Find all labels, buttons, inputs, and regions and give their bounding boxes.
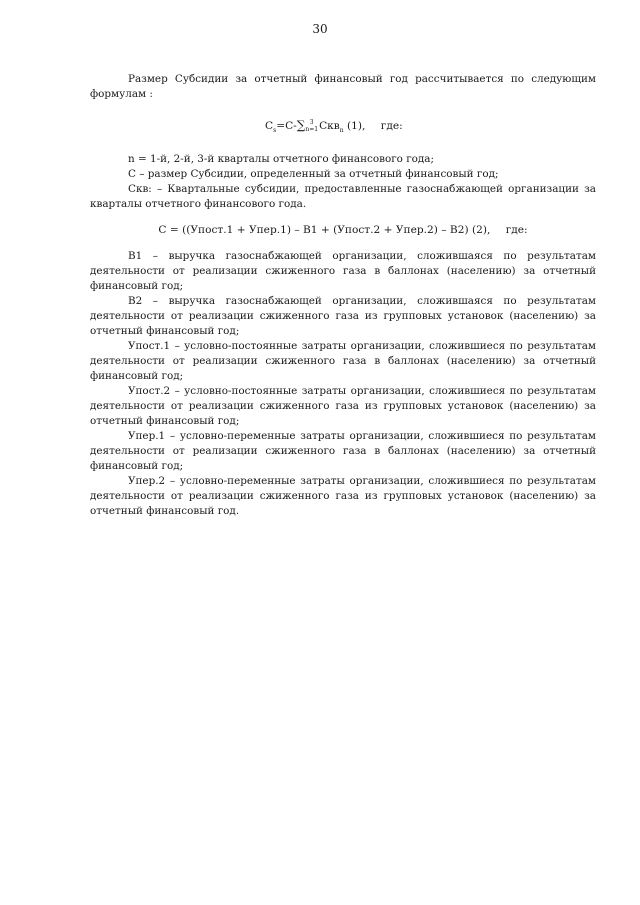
- formula-1-eq: =C-: [276, 120, 297, 132]
- sum-symbol: ∑: [296, 118, 306, 132]
- formula-1-term: Скв: [319, 120, 340, 132]
- definition-b1: В1 – выручка газоснабжающей организации, сложившаяся по результатам деятельности от реализации сжиженного газа в баллонах (населению) за отчетный финансовый год;: [90, 250, 596, 293]
- formula-1-where: где:: [380, 120, 403, 132]
- definition-skv: Скв: – Квартальные субсидии, предоставленные газоснабжающей организации за кварталы отчетного финансового года.: [90, 183, 596, 211]
- formula-2-text: С = ((Упост.1 + Упер.1) – В1 + (Упост.2 + Упер.2) – В2) (2),: [158, 224, 491, 237]
- definition-uper2: Упер.2 – условно-переменные затраты организации, сложившиеся по результатам деятельности от реализации сжиженного газа из групповых установок (населению) за отчетный финансовый год.: [90, 475, 596, 518]
- definition-upost2: Упост.2 – условно-постоянные затраты организации, сложившиеся по результатам деятельности от реализации сжиженного газа из групповых установок (населению) за отчетный финансовый год;: [90, 385, 596, 428]
- definition-uper1: Упер.1 – условно-переменные затраты организации, сложившиеся по результатам деятельности от реализации сжиженного газа в баллонах (населению) за отчетный финансовый год;: [90, 430, 596, 473]
- formula-1-left-sub: s: [273, 127, 277, 135]
- sum-limits: [305, 119, 318, 133]
- intro-paragraph: Размер Субсидии за отчетный финансовый год рассчитывается по следующим формулам :: [90, 73, 596, 100]
- page-content: [90, 72, 596, 519]
- formula-1: [90, 118, 596, 138]
- formula-2: [90, 223, 596, 238]
- formula-1-number: (1),: [347, 120, 366, 132]
- sum-lower-limit: n=1: [305, 126, 319, 133]
- definition-c: С – размер Субсидии, определенный за отчетный финансовый год;: [128, 168, 499, 181]
- definition-upost1: Упост.1 – условно-постоянные затраты организации, сложившиеся по результатам деятельности от реализации сжиженного газа в баллонах (населению) за отчетный финансовый год;: [90, 340, 596, 383]
- formula-1-term-sub: n: [339, 127, 344, 135]
- formula-2-where: где:: [505, 224, 528, 237]
- definition-b2: В2 – выручка газоснабжающей организации, сложившаяся по результатам деятельности от реализации сжиженного газа из групповых установок (населению) за отчетный финансовый год;: [90, 295, 596, 338]
- page-number: 30: [312, 22, 328, 36]
- formula-1-left: C: [265, 120, 274, 132]
- definition-n: n = 1-й, 2-й, 3-й кварталы отчетного финансового года;: [128, 153, 435, 166]
- sum-upper-limit: 3: [309, 119, 314, 126]
